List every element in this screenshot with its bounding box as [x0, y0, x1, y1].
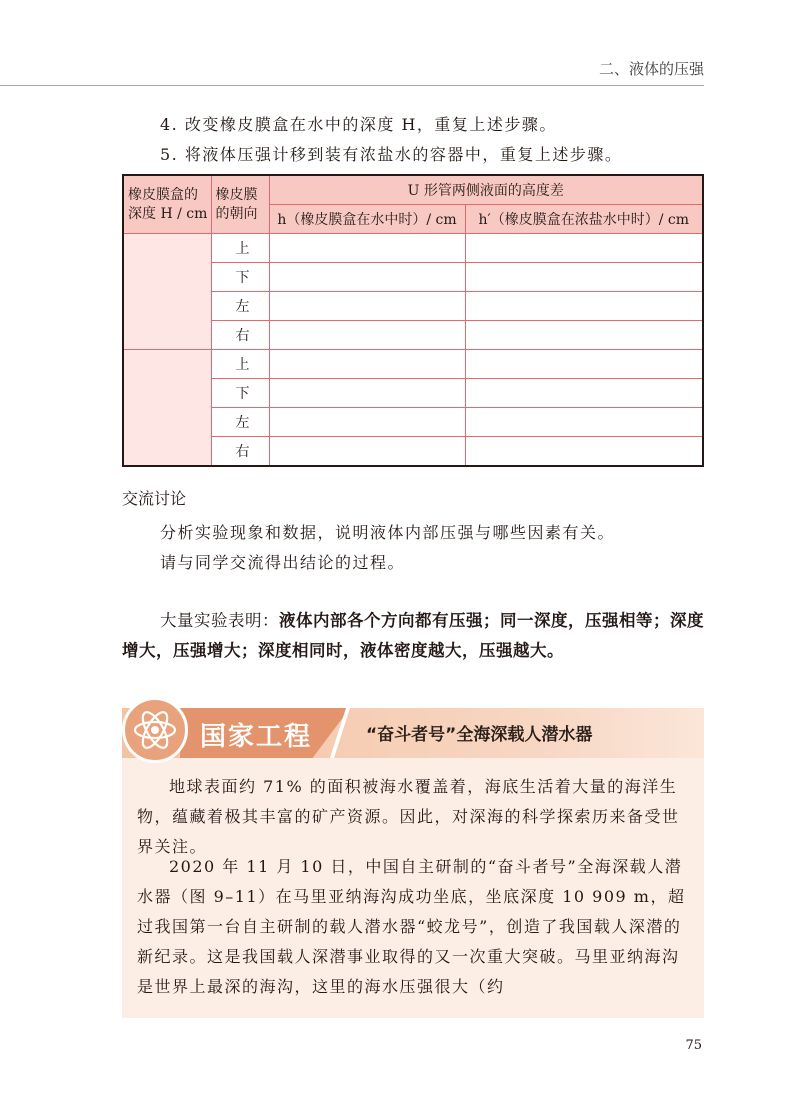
page-number: 75 [685, 1038, 702, 1053]
depth-cell [123, 234, 211, 350]
experiment-table [122, 174, 704, 467]
direction-cell: 下 [211, 263, 269, 292]
h-brine-cell [465, 292, 703, 321]
h-brine-cell [465, 379, 703, 408]
table-row [123, 234, 703, 263]
h-water-cell [269, 234, 465, 263]
conclusion-text: 液体内部各个方向都有压强；同一深度，压强相等；深度增大，压强增大；深度相同时，液体密度越大，压强越大。 [122, 611, 704, 660]
header-divider [0, 85, 704, 86]
header-height-diff: U 形管两侧液面的高度差 [269, 175, 703, 205]
header-depth: 橡皮膜盒的深度 H / cm [123, 175, 211, 234]
h-water-cell [269, 379, 465, 408]
h-brine-cell [465, 350, 703, 379]
feature-paragraph: 2020 年 11 月 10 日，中国自主研制的“奋斗者号”全海深载人潜水器（图 9–11）在马里亚纳海沟成功坐底，坐底深度 10 909 m，超过我国第一台自主研制的载人潜水器“蛟龙号”，创造了我国载人深潜的新纪录。这是我国载人深潜事业取得的又一次重大突破。马里亚纳海沟是世界上最深的海沟，这里的海水压强很大（约 [137, 857, 686, 996]
h-brine-cell [465, 234, 703, 263]
direction-cell: 右 [211, 321, 269, 350]
step-5: 5. 将液体压强计移到装有浓盐水的容器中，重复上述步骤。 [160, 145, 623, 164]
depth-cell [123, 350, 211, 467]
h-brine-cell [465, 321, 703, 350]
header-h-water: h（橡皮膜盒在水中时）/ cm [269, 205, 465, 234]
atom-icon [122, 697, 188, 763]
h-brine-cell [465, 437, 703, 467]
direction-cell: 上 [211, 234, 269, 263]
header-h-brine: h′（橡皮膜盒在浓盐水中时）/ cm [465, 205, 703, 234]
discussion-line: 分析实验现象和数据，说明液体内部压强与哪些因素有关。 [160, 523, 616, 542]
h-water-cell [269, 437, 465, 467]
discussion-title: 交流讨论 [122, 489, 187, 508]
step-4: 4. 改变橡皮膜盒在水中的深度 H，重复上述步骤。 [160, 115, 557, 134]
feature-title: “奋斗者号”全海深载人潜水器 [366, 725, 593, 745]
h-water-cell [269, 408, 465, 437]
h-brine-cell [465, 408, 703, 437]
discussion-line: 请与同学交流得出结论的过程。 [160, 553, 406, 572]
h-water-cell [269, 292, 465, 321]
h-brine-cell [465, 263, 703, 292]
direction-cell: 右 [211, 437, 269, 467]
direction-cell: 左 [211, 408, 269, 437]
direction-cell: 左 [211, 292, 269, 321]
header-direction: 橡皮膜的朝向 [211, 175, 269, 234]
h-water-cell [269, 321, 465, 350]
direction-cell: 上 [211, 350, 269, 379]
direction-cell: 下 [211, 379, 269, 408]
feature-paragraph: 地球表面约 71% 的面积被海水覆盖着，海底生活着大量的海洋生物，蕴藏着极其丰富的矿产资源。因此，对深海的科学探索历来备受世界关注。 [137, 777, 680, 856]
section-title: 二、液体的压强 [598, 60, 704, 78]
conclusion-lead: 大量实验表明： [160, 611, 279, 630]
h-water-cell [269, 263, 465, 292]
feature-tag: 国家工程 [200, 722, 313, 752]
table-row [123, 350, 703, 379]
conclusion [122, 606, 712, 666]
h-water-cell [269, 350, 465, 379]
